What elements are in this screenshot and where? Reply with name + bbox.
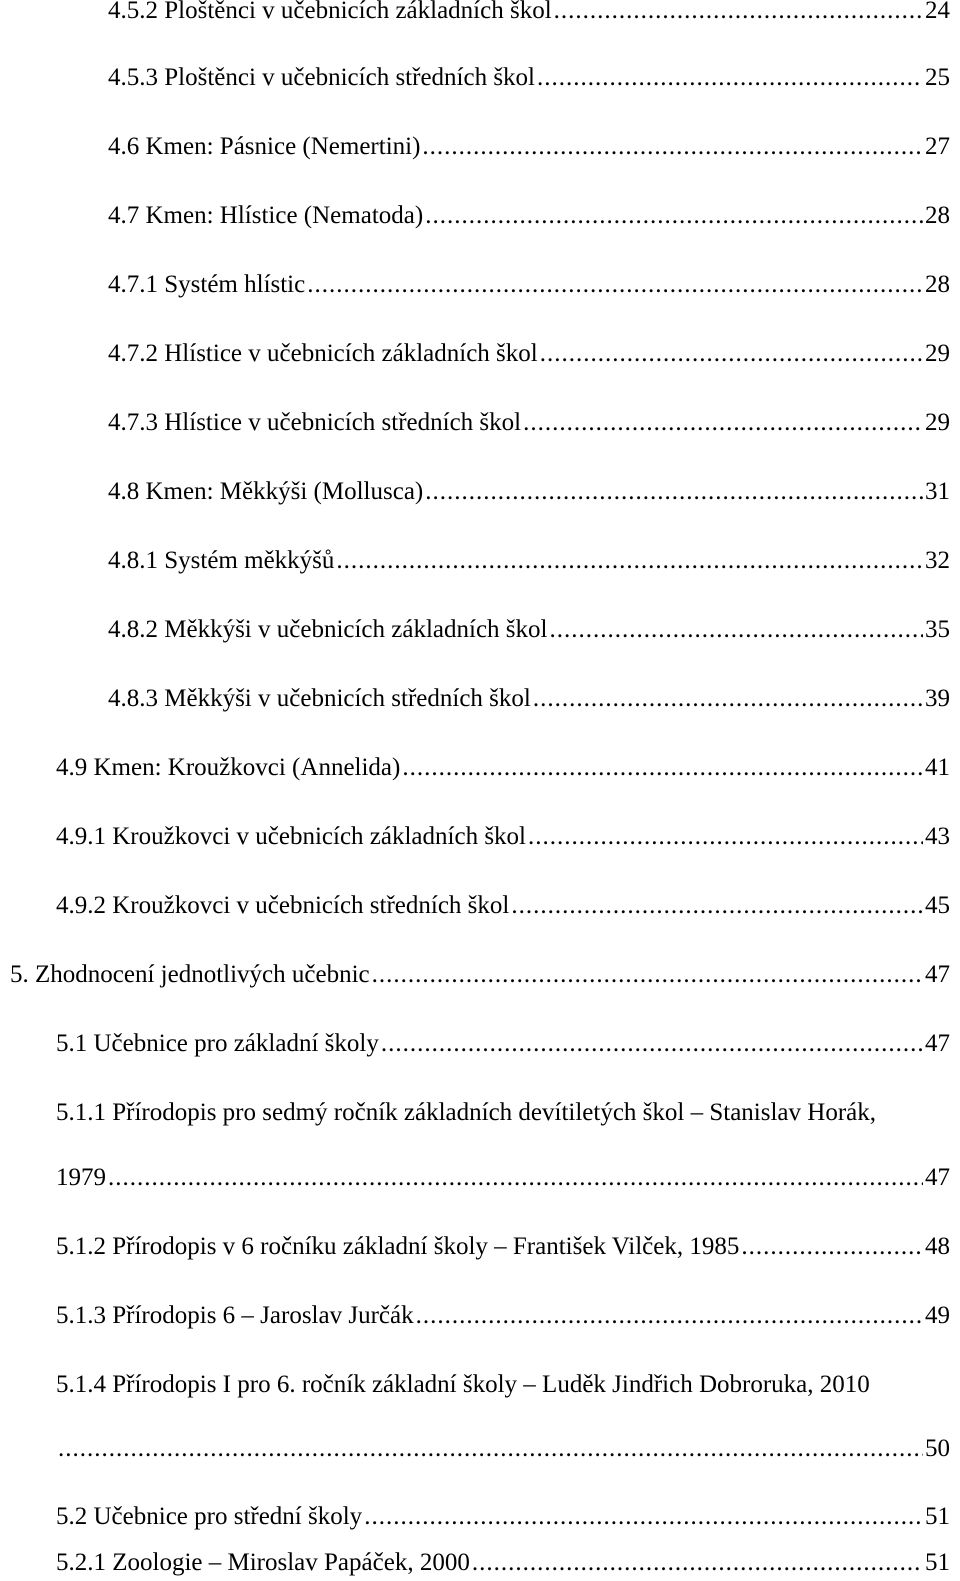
toc-entry-page: 29 <box>925 340 950 367</box>
toc-entry-label: 5.2.1 Zoologie – Miroslav Papáček, 2000 <box>56 1549 470 1576</box>
toc-entry[interactable] <box>56 1163 950 1193</box>
toc-entry-page: 25 <box>925 64 950 91</box>
toc-entry[interactable] <box>56 1232 950 1262</box>
toc-entry-label: 4.5.3 Ploštěnci v učebnicích středních škol <box>108 64 536 91</box>
toc-entry-label: 5.1.2 Přírodopis v 6 ročníku základní školy – František Vilček, 1985 <box>56 1233 740 1260</box>
toc-entry[interactable] <box>108 339 950 369</box>
toc-entry-label: 4.9.1 Kroužkovci v učebnicích základních škol <box>56 823 526 850</box>
toc-entry-label-line1: 5.1.4 Přírodopis I pro 6. ročník základní školy – Luděk Jindřich Dobroruka, 2010 <box>56 1371 870 1398</box>
toc-entry[interactable] <box>56 1502 950 1532</box>
toc-entry[interactable] <box>108 132 950 162</box>
toc-entry-label: 4.5.2 Ploštěnci v učebnicích základních škol <box>108 0 552 24</box>
toc-entry-page: 35 <box>925 616 950 643</box>
toc-entry-page: 43 <box>925 823 950 850</box>
dot-leader <box>540 339 923 369</box>
toc-entry-page: 41 <box>925 754 950 781</box>
toc-entry[interactable] <box>108 408 950 438</box>
toc-entry-label: 5.1 Učebnice pro základní školy <box>56 1030 379 1057</box>
toc-entry-label: 4.8.3 Měkkýši v učebnicích středních škol <box>108 685 531 712</box>
toc-entry-label: 5.2 Učebnice pro střední školy <box>56 1503 363 1530</box>
toc-entry[interactable] <box>56 1434 950 1464</box>
toc-entry-page: 39 <box>925 685 950 712</box>
dot-leader <box>416 1301 923 1331</box>
toc-entry-label: 4.8.2 Měkkýši v učebnicích základních škol <box>108 616 548 643</box>
toc-entry-label: 4.7.2 Hlístice v učebnicích základních škol <box>108 340 538 367</box>
toc-entry-label: 4.9 Kmen: Kroužkovci (Annelida) <box>56 754 401 781</box>
toc-entry[interactable] <box>108 201 950 231</box>
toc-entry[interactable] <box>56 753 950 783</box>
toc-entry-label: 5. Zhodnocení jednotlivých učebnic <box>10 961 370 988</box>
toc-entry-label: 1979 <box>56 1164 106 1191</box>
toc-entry-label: 4.7 Kmen: Hlístice (Nematoda) <box>108 202 424 229</box>
toc-entry[interactable] <box>108 0 950 26</box>
toc-entry-label: 4.8 Kmen: Měkkýši (Mollusca) <box>108 478 424 505</box>
toc-entry-page: 29 <box>925 409 950 436</box>
toc-entry-page: 28 <box>925 202 950 229</box>
dot-leader <box>511 891 923 921</box>
toc-entry-page: 27 <box>925 133 950 160</box>
toc-entry-label: 5.1.3 Přírodopis 6 – Jaroslav Jurčák <box>56 1302 414 1329</box>
toc-entry-label: 4.9.2 Kroužkovci v učebnicích středních škol <box>56 892 510 919</box>
toc-entry-page: 28 <box>925 271 950 298</box>
toc-entry-page: 48 <box>925 1233 950 1260</box>
toc-entry-page: 51 <box>925 1503 950 1530</box>
toc-entry[interactable] <box>56 822 950 852</box>
dot-leader <box>523 408 923 438</box>
dot-leader <box>554 0 923 26</box>
dot-leader <box>472 1548 923 1578</box>
toc-entry-label: 4.7.1 Systém hlístic <box>108 271 306 298</box>
toc-entry[interactable] <box>56 1029 950 1059</box>
toc-entry[interactable] <box>108 477 950 507</box>
dot-leader <box>537 63 923 93</box>
toc-entry-page: 45 <box>925 892 950 919</box>
toc-entry-label: 4.6 Kmen: Pásnice (Nemertini) <box>108 133 421 160</box>
toc-entry-page: 47 <box>925 1164 950 1191</box>
dot-leader <box>372 960 923 990</box>
toc-entry-page: 47 <box>925 961 950 988</box>
toc-entry-line1[interactable] <box>56 1370 950 1400</box>
toc-entry[interactable] <box>56 1548 950 1578</box>
toc-entry-page: 49 <box>925 1302 950 1329</box>
toc-entry-page: 51 <box>925 1549 950 1576</box>
dot-leader <box>336 546 923 576</box>
dot-leader <box>533 684 923 714</box>
toc-entry-line1[interactable] <box>56 1098 950 1128</box>
dot-leader <box>58 1434 923 1464</box>
toc-entry-label: 4.7.3 Hlístice v učebnicích středních škol <box>108 409 522 436</box>
toc-entry[interactable] <box>108 270 950 300</box>
dot-leader <box>381 1029 923 1059</box>
toc-entry-page: 50 <box>925 1435 950 1462</box>
dot-leader <box>307 270 923 300</box>
dot-leader <box>422 132 923 162</box>
dot-leader <box>364 1502 923 1532</box>
toc-entry[interactable] <box>108 615 950 645</box>
toc-entry-label-line1: 5.1.1 Přírodopis pro sedmý ročník základních devítiletých škol – Stanislav Horák, <box>56 1099 876 1126</box>
toc-entry-page: 24 <box>925 0 950 24</box>
dot-leader <box>528 822 923 852</box>
toc-entry[interactable] <box>108 684 950 714</box>
dot-leader <box>402 753 923 783</box>
toc-entry[interactable] <box>10 960 950 990</box>
toc-entry-label: 4.8.1 Systém měkkýšů <box>108 547 335 574</box>
dot-leader <box>425 201 923 231</box>
dot-leader <box>425 477 923 507</box>
dot-leader <box>549 615 923 645</box>
dot-leader <box>741 1232 923 1262</box>
toc-entry[interactable] <box>56 891 950 921</box>
toc-entry[interactable] <box>56 1301 950 1331</box>
toc-entry-page: 47 <box>925 1030 950 1057</box>
toc-entry[interactable] <box>108 546 950 576</box>
toc-entry[interactable] <box>108 63 950 93</box>
toc-entry-page: 32 <box>925 547 950 574</box>
dot-leader <box>108 1163 923 1193</box>
toc-entry-page: 31 <box>925 478 950 505</box>
